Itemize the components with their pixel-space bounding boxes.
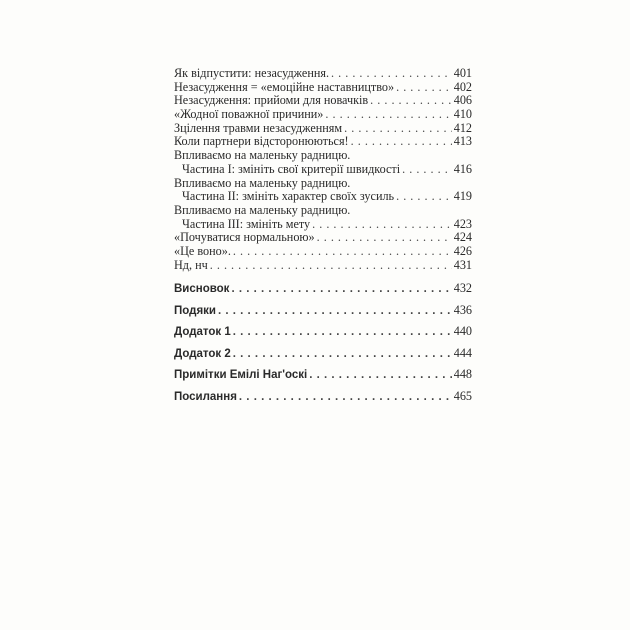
toc-entry (174, 122, 472, 136)
toc-entry (174, 386, 472, 408)
toc-entry (174, 300, 472, 322)
toc-entry-page: 402 (453, 79, 472, 94)
toc-entry (174, 278, 472, 300)
toc-entry-page: 440 (453, 324, 472, 339)
toc-entry-page: 413 (453, 134, 472, 149)
toc-entry-page: 431 (453, 257, 472, 272)
dot-leader (233, 245, 452, 259)
toc-entry (174, 343, 472, 365)
toc-entry-title: Як відпустити: незасудження. (174, 66, 330, 80)
toc-entry (174, 108, 472, 122)
toc-entry-title: Зцілення травми незасудженням (174, 120, 343, 135)
toc-entry-title: Впливаємо на маленьку радницю. (174, 175, 351, 190)
toc-entry (174, 321, 472, 343)
dot-leader (309, 365, 451, 387)
toc-entry-page: 401 (453, 66, 472, 80)
toc-entry-page: 426 (453, 243, 472, 258)
dot-leader (239, 387, 452, 409)
toc-entry-page: 424 (453, 230, 472, 245)
toc-entry-page: 410 (453, 107, 472, 122)
toc-entry-title: Впливаємо на маленьку радницю. (174, 202, 351, 217)
toc-entry-title: «Жодної поважної причини» (174, 107, 324, 122)
toc-entry (174, 94, 472, 108)
dot-leader (210, 259, 452, 273)
toc-entry-page: 432 (453, 281, 472, 296)
toc-entry-title: Висновок (174, 283, 230, 296)
toc-entry-title: Нд, нч (174, 257, 208, 272)
toc-entry-title: Подяки (174, 304, 216, 317)
toc-entry (174, 190, 472, 204)
dot-leader (344, 122, 452, 136)
toc-entry-page: 448 (453, 367, 472, 382)
toc-entry-page: 423 (453, 216, 472, 231)
dot-leader (351, 135, 452, 149)
toc-entry (174, 135, 472, 149)
toc-entry-title: «Почуватися нормальною» (174, 230, 315, 245)
table-of-contents (174, 67, 472, 407)
toc-entry (174, 364, 472, 386)
dot-leader (312, 218, 452, 232)
toc-entry-title: Коли партнери відсторонюються! (174, 134, 349, 149)
toc-entry (174, 204, 472, 218)
toc-entry (174, 81, 472, 95)
toc-entry-page: 406 (453, 93, 472, 108)
toc-entry-title: Частина II: змініть характер своїх зусиль (182, 189, 395, 204)
toc-entry (174, 177, 472, 191)
toc-entry-page: 465 (453, 388, 472, 403)
toc-entry-title: «Це воно». (174, 243, 231, 258)
toc-entry (174, 231, 472, 245)
toc-entry (174, 67, 472, 81)
toc-entry (174, 163, 472, 177)
toc-entry-title: Посилання (174, 390, 237, 403)
dot-leader (233, 322, 452, 344)
dot-leader (331, 67, 452, 81)
dot-leader (325, 108, 451, 122)
dot-leader (218, 301, 452, 323)
toc-entry (174, 218, 472, 232)
toc-entry-title: Додаток 2 (174, 347, 231, 360)
dot-leader (396, 81, 452, 95)
toc-entry-page: 419 (453, 189, 472, 204)
toc-entry-title: Додаток 1 (174, 326, 231, 339)
toc-entry (174, 259, 472, 273)
toc-entry-title: Примітки Емілі Наг'оскі (174, 369, 308, 382)
toc-entry-page: 444 (453, 345, 472, 360)
toc-entry (174, 245, 472, 259)
dot-leader (402, 163, 452, 177)
toc-entry-title: Незасудження: прийоми для новачків (174, 93, 369, 108)
toc-entry-title: Впливаємо на маленьку радницю. (174, 148, 351, 163)
toc-entry-title: Частина III: змініть мету (182, 216, 311, 231)
toc-entry-page: 412 (453, 120, 472, 135)
dot-leader (370, 94, 452, 108)
dot-leader (396, 190, 452, 204)
toc-entry-page: 436 (453, 302, 472, 317)
toc-entry-title: Незасудження = «емоційне наставництво» (174, 79, 395, 94)
toc-entry-page: 416 (453, 161, 472, 176)
dot-leader (317, 231, 452, 245)
toc-entry (174, 149, 472, 163)
dot-leader (231, 279, 451, 301)
toc-entry-title: Частина I: змініть свої критерії швидкості (182, 161, 401, 176)
dot-leader (233, 344, 452, 366)
